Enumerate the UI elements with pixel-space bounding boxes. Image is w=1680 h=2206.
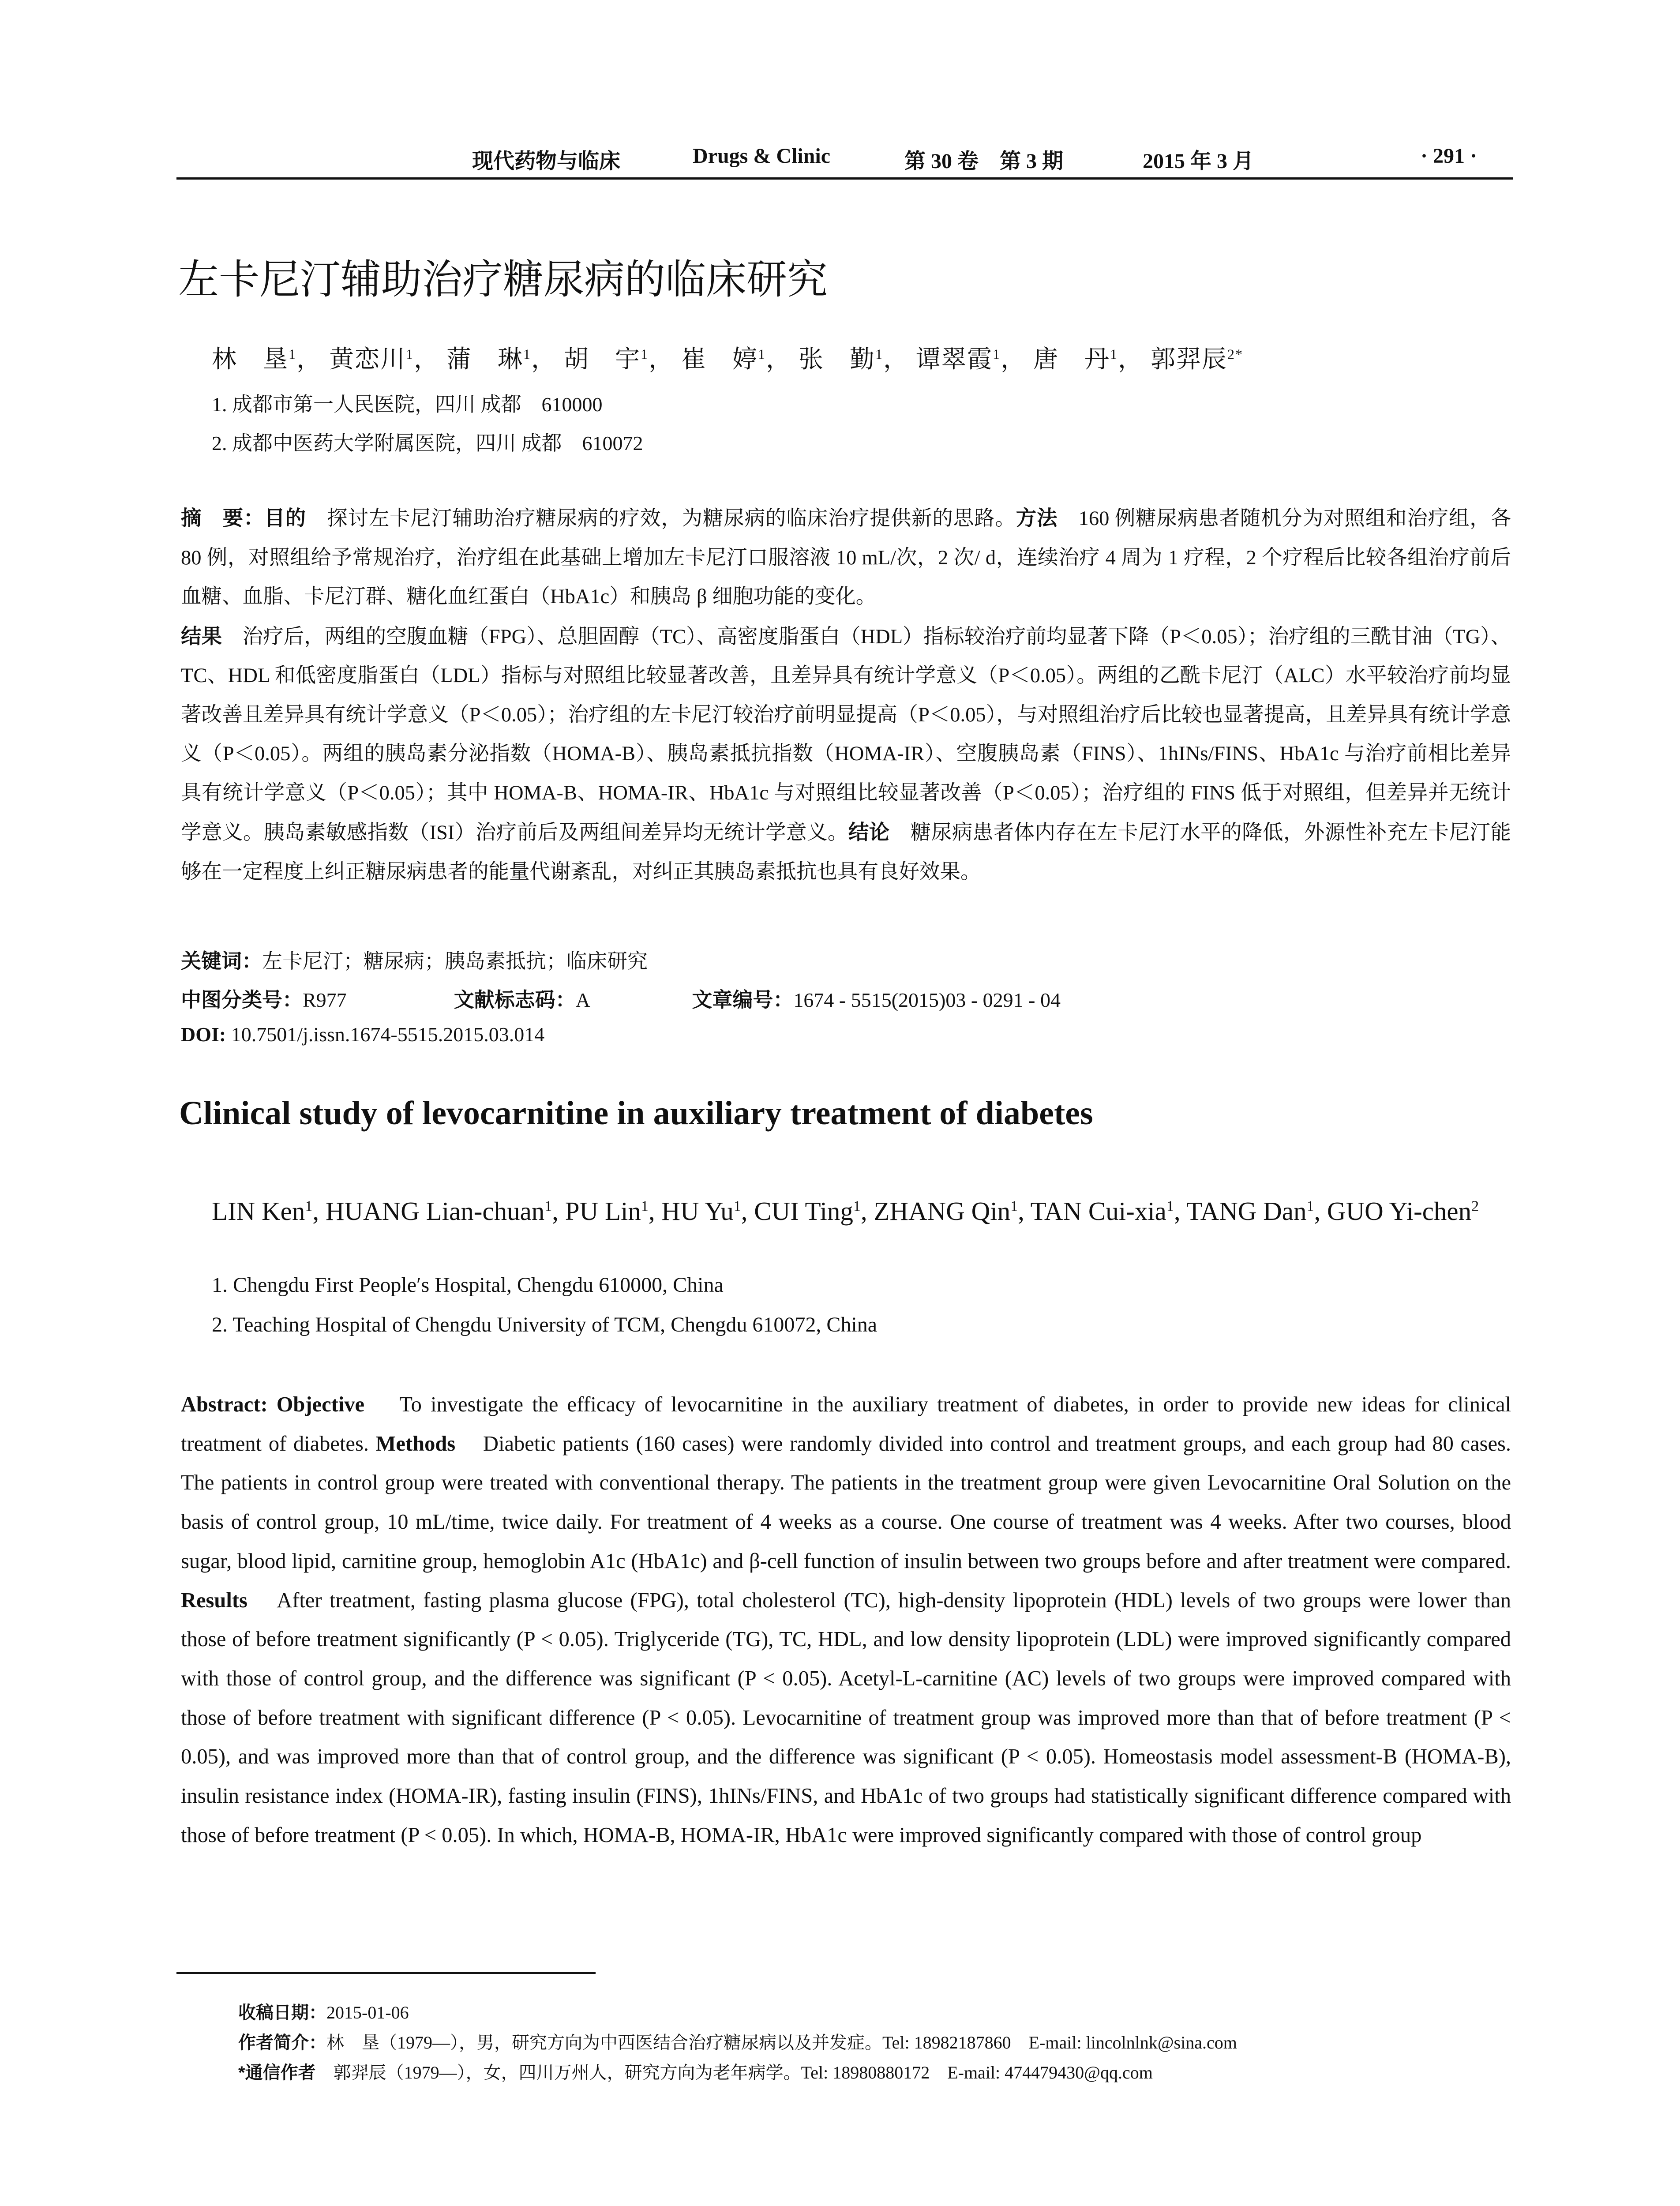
author-en: LIN Ken$^1$	[212, 1196, 313, 1226]
author-cn: 蒲 琳$^1$	[446, 346, 531, 373]
author-en: HU Yu$^1$	[661, 1196, 741, 1226]
author-list-en: LIN Ken$^1$, HUANG Lian-chuan$^1$, PU Lin$^1$, HU Yu$^1$, CUI Ting$^1$, ZHANG Qin$^1$, TAN Cui-xia$^1$, TANG Dan$^1$, GUO Yi-chen$^2$	[212, 1196, 1479, 1226]
page-number: · 291 ·	[1421, 144, 1478, 168]
author-cn: 林 垦$^1$	[212, 346, 296, 373]
objective-text-en: To investigate the efficacy of levocarnitine in the auxiliary treatment of diabetes, in order to provide new ideas for clinical treatment of diabetes.	[181, 1393, 1511, 1456]
author-bio-label: 作者简介：	[238, 2033, 326, 2052]
objective-label-cn: 目的	[264, 506, 306, 529]
conclusion-text-cn: 糖尿病患者体内存在左卡尼汀水平的降低，外源性补充左卡尼汀能够在一定程度上纠正糖尿病患者的能量代谢紊乱，对纠正其胰岛素抵抗也具有良好效果。	[181, 822, 1511, 883]
footnote-corresponding	[238, 2059, 1153, 2084]
author-list-cn: 林 垦$^1$， 黄恋川$^1$， 蒲 琳$^1$， 胡 宇$^1$， 崔 婷$^1$， 张 勤$^1$， 谭翠霞$^1$， 唐 丹$^1$， 郭羿辰$^{2*}$	[212, 346, 1243, 373]
author-cn: 唐 丹$^1$	[1033, 346, 1118, 373]
keywords-label-cn: 关键词：	[181, 949, 262, 972]
abstract-label-cn: 摘 要：	[181, 506, 265, 529]
methods-text-cn: 160 例糖尿病患者随机分为对照组和治疗组，各 80 例，对照组给予常规治疗，治疗组在此基础上增加左卡尼汀口服溶液 10 mL/次，2 次/ d，连续治疗 4 周为 1 疗程，2 个疗程后比较各组治疗前后血糖、血脂、卡尼汀群、糖化血红蛋白（HbA1c）和胰岛 β 细胞功能的变化。	[181, 507, 1511, 608]
header-rule	[176, 177, 1513, 180]
author-cn: 郭羿辰$^{2*}$	[1151, 346, 1243, 373]
title-en: Clinical study of levocarnitine in auxiliary treatment of diabetes	[179, 1095, 1093, 1132]
results-text-cn: 治疗后，两组的空腹血糖（FPG）、总胆固醇（TC）、高密度脂蛋白（HDL）指标较治疗前均显著下降（P＜0.05）；治疗组的三酰甘油（TG）、TC、HDL 和低密度脂蛋白（LDL）指标与对照组比较显著改善，且差异具有统计学意义（P＜0.05）。两组的乙酰卡尼汀（ALC）水平较治疗前均显著改善且差异具有统计学意义（P＜0.05）；治疗组的左卡尼汀较治疗前明显提高（P＜0.05），与对照组治疗后比较也显著提高，且差异具有统计学意义（P＜0.05）。两组的胰岛素分泌指数（HOMA-B）、胰岛素抵抗指数（HOMA-IR）、空腹胰岛素（FINS）、1hINs/FINS、HbA1c 与治疗前相比差异具有统计学意义（P＜0.05）；其中 HOMA-B、HOMA-IR、HbA1c 与对照组比较显著改善（P＜0.05）；治疗组的 FINS 低于对照组，但差异并无统计学意义。胰岛素敏感指数（ISI）治疗前后及两组间差异均无统计学意义。	[181, 625, 1511, 844]
abstract-cn	[181, 499, 1511, 892]
clc-value: R977	[303, 989, 347, 1011]
received-date: 2015-01-06	[326, 2003, 409, 2022]
keywords-value-cn: 左卡尼汀；糖尿病；胰岛素抵抗；临床研究	[262, 950, 648, 972]
doi-label: DOI:	[181, 1023, 226, 1046]
classification-line	[181, 984, 1061, 1013]
affiliation-en-2: 2. Teaching Hospital of Chengdu University of TCM, Chengdu 610072, China	[212, 1313, 878, 1336]
author-cn: 黄恋川$^1$	[329, 346, 414, 373]
affiliation-en-1: 1. Chengdu First People′s Hospital, Chengdu 610000, China	[212, 1273, 724, 1297]
clc-label: 中图分类号：	[181, 988, 303, 1011]
author-en: PU Lin$^1$	[565, 1196, 649, 1226]
running-header	[176, 142, 1513, 173]
results-label-cn: 结果	[181, 624, 222, 648]
doi-value: 10.7501/j.issn.1674-5515.2015.03.014	[231, 1023, 545, 1046]
footnote-rule	[176, 1972, 596, 1974]
author-bio: 林 垦（1979—），男，研究方向为中西医结合治疗糖尿病以及并发症。Tel: 18982187860 E-mail: lincolnlnk@sina.com	[326, 2033, 1237, 2052]
abstract-label-en: Abstract: Objective	[181, 1393, 365, 1416]
doccode-label: 文献标志码：	[454, 988, 576, 1011]
doccode-value: A	[575, 989, 589, 1011]
abstract-en	[181, 1385, 1511, 1855]
author-cn: 崔 婷$^1$	[681, 346, 766, 373]
author-en: GUO Yi-chen$^2$	[1327, 1196, 1479, 1226]
corresponding-bio: 郭羿辰（1979—），女，四川万州人，研究方向为老年病学。Tel: 18980880172 E-mail: 474479430@qq.com	[333, 2063, 1153, 2082]
author-cn: 张 勤$^1$	[799, 346, 883, 373]
article-number-label: 文章编号：	[692, 988, 794, 1011]
journal-name-en: Drugs & Clinic	[693, 144, 830, 168]
author-en: ZHANG Qin$^1$	[874, 1196, 1018, 1226]
methods-label-cn: 方法	[1016, 506, 1058, 529]
issue-date: 2015 年 3 月	[1143, 150, 1254, 173]
author-en: CUI Ting$^1$	[754, 1196, 861, 1226]
journal-name-cn: 现代药物与临床	[472, 150, 621, 173]
author-cn: 胡 宇$^1$	[564, 346, 649, 373]
author-cn: 谭翠霞$^1$	[916, 346, 1001, 373]
footnote-received	[238, 1999, 409, 2024]
methods-label-en: Methods	[375, 1432, 456, 1456]
title-cn: 左卡尼汀辅助治疗糖尿病的临床研究	[178, 257, 828, 302]
objective-text-cn: 探讨左卡尼汀辅助治疗糖尿病的疗效，为糖尿病的临床治疗提供新的思路。	[327, 507, 1016, 530]
conclusion-label-cn: 结论	[848, 821, 890, 844]
author-en: TAN Cui-xia$^1$	[1030, 1196, 1174, 1226]
methods-text-en: Diabetic patients (160 cases) were randomly divided into control and treatment groups, and each group had 80 cases. The patients in control group were treated with conventional therapy. The patients in the treatment group were given Levocarnitine Oral Solution on the basis of control group, 10 mL/time, twice daily. For treatment of 4 weeks as a course. One course of treatment was 4 weeks. After two courses, blood sugar, blood lipid, carnitine group, hemoglobin A1c (HbA1c) and β-cell function of insulin between two groups before and after treatment were compared.	[181, 1432, 1511, 1573]
author-en: HUANG Lian-chuan$^1$	[325, 1196, 552, 1226]
keywords-cn	[181, 945, 648, 974]
footnote-author	[238, 2029, 1237, 2054]
results-label-en: Results	[181, 1588, 248, 1612]
results-text-en: After treatment, fasting plasma glucose (FPG), total cholesterol (TC), high-density lipoprotein (HDL) levels of two groups were lower than those of before treatment significantly (P < 0.05). Triglyceride (TG), TC, HDL, and low density lipoprotein (LDL) were improved significantly compared with those of control group, and the difference was significant (P < 0.05). Acetyl-L-carnitine (AC) levels of two groups were improved compared with those of before treatment with significant difference (P < 0.05). Levocarnitine of treatment group was improved more than that of before treatment (P < 0.05), and was improved more than that of control group, and the difference was significant (P < 0.05). Homeostasis model assessment-B (HOMA-B), insulin resistance index (HOMA-IR), fasting insulin (FINS), 1hINs/FINS, and HbA1c of two groups had statistically significant difference compared with those of before treatment (P < 0.05). In which, HOMA-B, HOMA-IR, HbA1c were improved significantly compared with those of control group	[181, 1588, 1511, 1847]
doi-line	[181, 1023, 544, 1046]
affiliation-cn-2: 2. 成都中医药大学附属医院，四川 成都 610072	[212, 432, 643, 454]
author-en: TANG Dan$^1$	[1186, 1196, 1314, 1226]
volume-issue: 第 30 卷 第 3 期	[904, 150, 1064, 173]
corresponding-label: *通信作者	[238, 2063, 316, 2082]
article-number-value: 1674 - 5515(2015)03 - 0291 - 04	[793, 989, 1061, 1011]
received-label: 收稿日期：	[238, 2003, 326, 2022]
affiliation-cn-1: 1. 成都市第一人民医院，四川 成都 610000	[212, 393, 603, 416]
